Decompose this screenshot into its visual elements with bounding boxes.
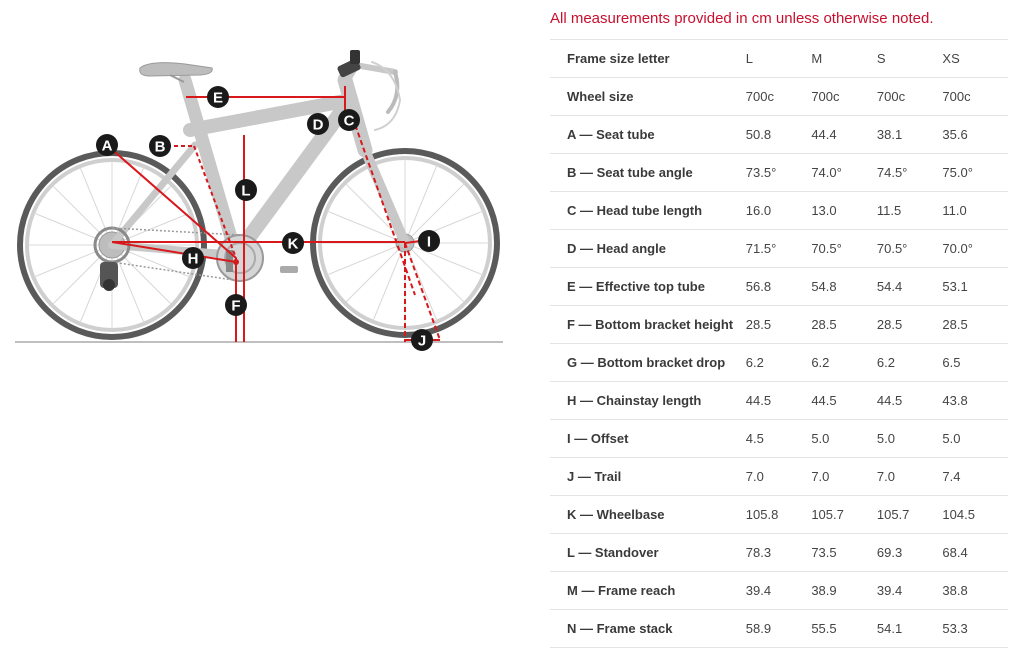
row-value: 700c (877, 78, 943, 116)
header-size-l: L (746, 40, 812, 78)
row-value: 6.5 (942, 344, 1008, 382)
row-label: J — Trail (550, 458, 746, 496)
row-value: 50.8 (746, 116, 812, 154)
row-value: 53.3 (942, 610, 1008, 648)
header-size-xs: XS (942, 40, 1008, 78)
row-value: 5.0 (877, 420, 943, 458)
row-value: 54.8 (811, 268, 877, 306)
table-row (550, 154, 1008, 192)
badge-b-label: B (154, 138, 166, 156)
row-value: 70.5° (811, 230, 877, 268)
badge-i-label: I (426, 233, 432, 251)
row-value: 54.4 (877, 268, 943, 306)
badge-k-label: K (287, 235, 299, 253)
geometry-table (550, 39, 1008, 648)
row-value: 28.5 (942, 306, 1008, 344)
row-value: 58.9 (746, 610, 812, 648)
table-row (550, 382, 1008, 420)
row-value: 53.1 (942, 268, 1008, 306)
row-label: I — Offset (550, 420, 746, 458)
table-row (550, 116, 1008, 154)
row-label: L — Standover (550, 534, 746, 572)
row-label: A — Seat tube (550, 116, 746, 154)
row-value: 105.7 (877, 496, 943, 534)
table-row (550, 572, 1008, 610)
row-value: 28.5 (811, 306, 877, 344)
row-value: 16.0 (746, 192, 812, 230)
table-row (550, 78, 1008, 116)
badge-f-label: F (231, 297, 241, 315)
badge-e (207, 86, 229, 108)
row-value: 70.0° (942, 230, 1008, 268)
row-value: 74.5° (877, 154, 943, 192)
row-value: 39.4 (877, 572, 943, 610)
header-label: Frame size letter (550, 40, 746, 78)
measurement-note: All measurements provided in cm unless otherwise noted. (550, 10, 934, 27)
table-header-row (550, 40, 1008, 78)
row-value: 55.5 (811, 610, 877, 648)
row-label: N — Frame stack (550, 610, 746, 648)
table-row (550, 268, 1008, 306)
row-label: D — Head angle (550, 230, 746, 268)
row-label: M — Frame reach (550, 572, 746, 610)
badge-a-label: A (101, 137, 113, 155)
badge-l-label: L (241, 182, 251, 200)
saddle (140, 63, 213, 82)
row-value: 28.5 (877, 306, 943, 344)
row-value: 71.5° (746, 230, 812, 268)
row-value: 28.5 (746, 306, 812, 344)
bike-geometry-diagram (0, 0, 530, 400)
row-value: 11.5 (877, 192, 943, 230)
row-value: 5.0 (811, 420, 877, 458)
row-label: B — Seat tube angle (550, 154, 746, 192)
row-value: 700c (746, 78, 812, 116)
row-value: 38.8 (942, 572, 1008, 610)
badge-b (149, 135, 171, 157)
badge-i (418, 230, 440, 252)
table-row (550, 192, 1008, 230)
badge-h-label: H (187, 250, 199, 268)
row-label: H — Chainstay length (550, 382, 746, 420)
row-value: 73.5° (746, 154, 812, 192)
row-label: E — Effective top tube (550, 268, 746, 306)
row-value: 7.0 (811, 458, 877, 496)
row-label: F — Bottom bracket height (550, 306, 746, 344)
row-value: 6.2 (811, 344, 877, 382)
row-value: 11.0 (942, 192, 1008, 230)
row-value: 44.5 (811, 382, 877, 420)
table-row (550, 230, 1008, 268)
row-value: 68.4 (942, 534, 1008, 572)
row-value: 44.5 (877, 382, 943, 420)
row-value: 4.5 (746, 420, 812, 458)
badge-a (96, 134, 118, 156)
badge-c (338, 109, 360, 131)
badge-e-label: E (212, 89, 224, 107)
table-row (550, 344, 1008, 382)
row-value: 7.0 (746, 458, 812, 496)
badge-k (282, 232, 304, 254)
row-value: 7.0 (877, 458, 943, 496)
row-value: 56.8 (746, 268, 812, 306)
row-value: 73.5 (811, 534, 877, 572)
row-value: 105.7 (811, 496, 877, 534)
row-value: 38.1 (877, 116, 943, 154)
row-value: 74.0° (811, 154, 877, 192)
row-value: 38.9 (811, 572, 877, 610)
badge-f (225, 294, 247, 316)
row-value: 104.5 (942, 496, 1008, 534)
row-value: 54.1 (877, 610, 943, 648)
badge-d-label: D (312, 116, 324, 134)
badge-l (235, 179, 257, 201)
row-value: 78.3 (746, 534, 812, 572)
badge-d (307, 113, 329, 135)
row-label: C — Head tube length (550, 192, 746, 230)
bike-frame (112, 62, 405, 255)
row-value: 7.4 (942, 458, 1008, 496)
row-value: 6.2 (877, 344, 943, 382)
handlebar-stem (336, 50, 361, 78)
row-label: Wheel size (550, 78, 746, 116)
row-value: 700c (942, 78, 1008, 116)
table-row (550, 534, 1008, 572)
row-value: 44.5 (746, 382, 812, 420)
row-value: 39.4 (746, 572, 812, 610)
row-value: 700c (811, 78, 877, 116)
row-value: 6.2 (746, 344, 812, 382)
row-value: 105.8 (746, 496, 812, 534)
table-row (550, 420, 1008, 458)
row-value: 5.0 (942, 420, 1008, 458)
row-value: 35.6 (942, 116, 1008, 154)
badge-j-label: J (417, 332, 427, 350)
row-value: 44.4 (811, 116, 877, 154)
row-value: 70.5° (877, 230, 943, 268)
header-size-m: M (811, 40, 877, 78)
row-value: 43.8 (942, 382, 1008, 420)
row-value: 69.3 (877, 534, 943, 572)
header-size-s: S (877, 40, 943, 78)
badge-h (182, 247, 204, 269)
badge-j (411, 329, 433, 351)
table-row (550, 458, 1008, 496)
row-label: G — Bottom bracket drop (550, 344, 746, 382)
table-row (550, 610, 1008, 648)
badge-c-label: C (343, 112, 355, 130)
table-row (550, 496, 1008, 534)
row-label: K — Wheelbase (550, 496, 746, 534)
bottom-bracket-marker (233, 259, 239, 265)
row-value: 75.0° (942, 154, 1008, 192)
row-value: 13.0 (811, 192, 877, 230)
table-row (550, 306, 1008, 344)
